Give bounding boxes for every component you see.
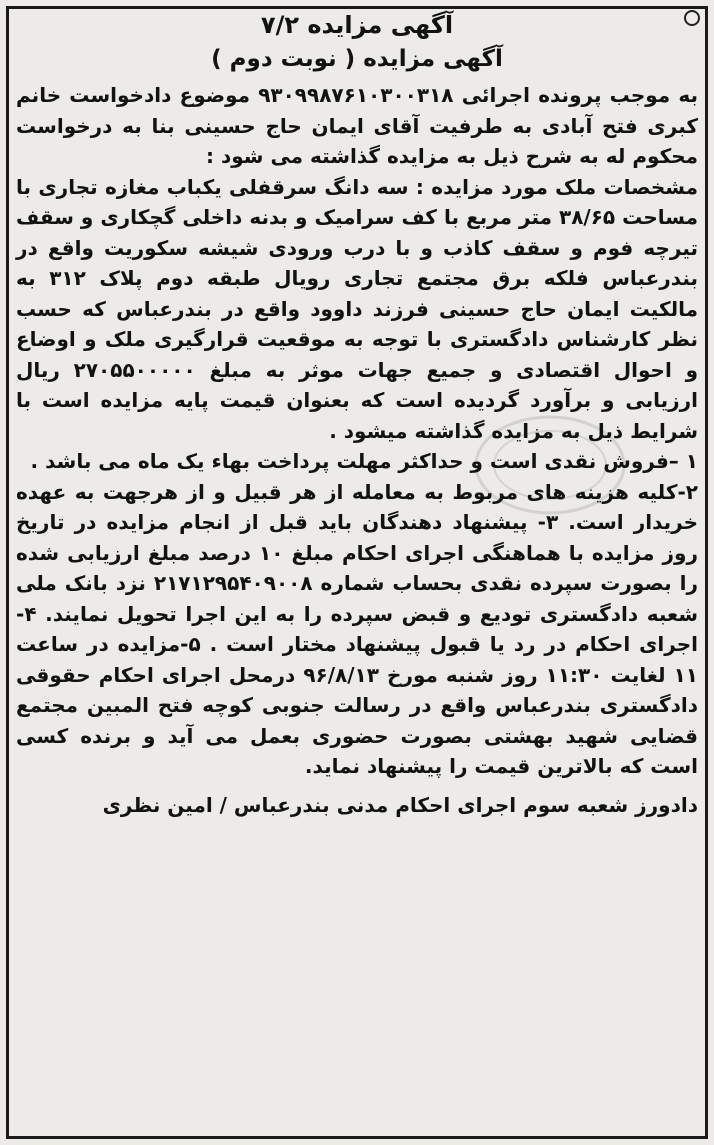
paragraph-case-intro: به موجب پرونده اجرائی ۹۳۰۹۹۸۷۶۱۰۳۰۰۳۱۸ موضوع دادخواست خانم کبری فتح آبادی به طرفیت آقای ایمان حاج حسینی بنا به درخواست محکوم له به شرح ذیل به مزایده گذاشته می شود : — [16, 83, 698, 168]
signature-line: دادورز شعبه سوم اجرای احکام مدنی بندرعباس / امین نظری — [102, 792, 698, 817]
notice-title: آگهی مزایده ۷/۲ — [260, 11, 454, 39]
notice-content — [16, 10, 698, 1135]
notice-subtitle: آگهی مزایده ( نوبت دوم ) — [211, 46, 503, 72]
paragraph-conditions-2-5: ۲-کلیه هزینه های مربوط به معامله از هر قبیل و از هرجهت به عهده خریدار است. ۳- پیشنهاد دهندگان باید قبل از انجام مزایده در تاریخ روز مزایده با هماهنگی اجرای احکام مبلغ ۱۰ درصد مبلغ ارزیابی شده را بصورت سپرده نقدی بحساب شماره ۲۱۷۱۲۹۵۴۰۹۰۰۸ نزد بانک ملی شعبه دادگستری تودیع و قبض سپرده را به این اجرا تحویل نمایند. ۴- اجرای احکام در رد یا قبول پیشنهاد مختار است . ۵-مزایده در ساعت ۱۱ لغایت ۱۱:۳۰ روز شنبه مورخ ۹۶/۸/۱۳ درمحل اجرای احکام حقوقی دادگستری بندرعباس واقع در رسالت جنوبی کوچه فتح المبین مجتمع قضایی شهید بهشتی بصورت حضوری بعمل می آید و برنده کسی است که بالاترین قیمت را پیشنهاد نماید. — [16, 479, 699, 778]
paragraph-property-specs: مشخصات ملک مورد مزایده : سه دانگ سرقفلی یکباب مغازه تجاری با مساحت ۳۸/۶۵ متر مربع با کف سرامیک و بدنه داخلی گچکاری و سقف تیرچه فوم و سقف کاذب و با درب ورودی شیشه سکوریت واقع در بندرعباس فلکه برق مجتمع تجاری رویال طبقه دوم پلاک ۳۱۲ به مالکیت ایمان حاج حسینی فرزند داوود واقع در بندرعباس که حسب نظر کارشناس دادگستری با توجه به موقعیت قرارگیری ملک و اوضاع و احوال اقتصادی و جمیع جهات موثر به مبلغ ۲۷۰۵۵۰۰۰۰۰ ریال ارزیابی و برآورد گردیده است که بعنوان قیمت پایه مزایده است با شرایط ذیل به مزایده گذاشته میشود . — [16, 174, 699, 443]
paragraph-condition-1: ۱ –فروش نقدی است و حداکثر مهلت پرداخت بهاء یک ماه می باشد . — [30, 449, 698, 473]
